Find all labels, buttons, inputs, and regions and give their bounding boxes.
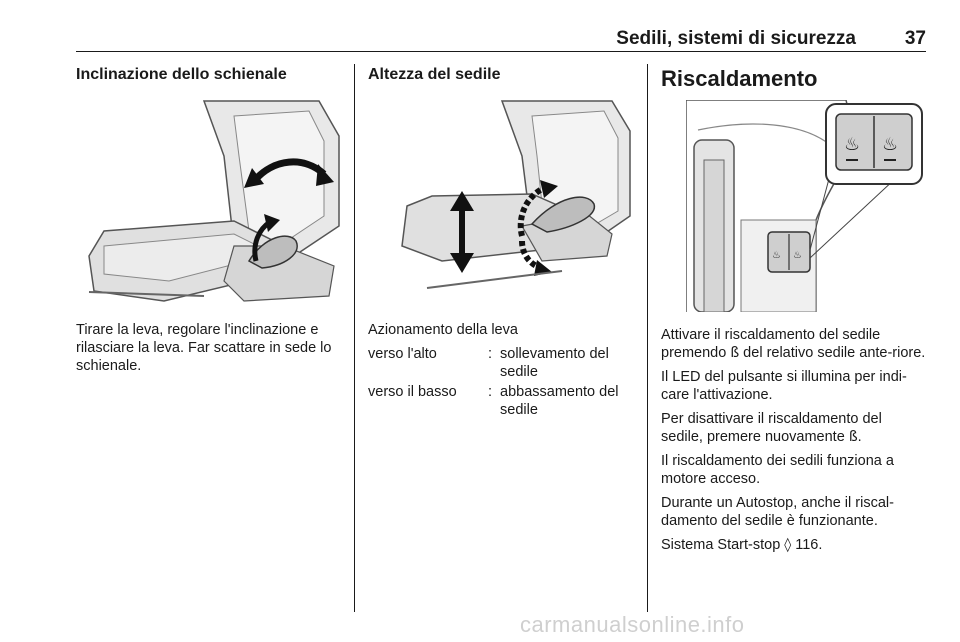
seat-height-figure	[372, 96, 632, 306]
svg-text:♨: ♨	[882, 134, 899, 155]
watermark: carmanualsonline.info	[520, 612, 745, 637]
header-rule	[76, 51, 926, 52]
backrest-instructions	[76, 321, 344, 381]
heating-p1-a: Attivare il riscaldamento del sedile premendo	[661, 327, 881, 361]
column-backrest	[76, 64, 342, 86]
spec-colon: :	[488, 384, 493, 400]
svg-text:♨: ♨	[793, 250, 802, 261]
backrest-figure	[84, 96, 340, 306]
page-number: 37	[904, 28, 926, 49]
seat-heating-icon: ß	[730, 345, 740, 361]
column-heating	[661, 64, 929, 94]
page-header	[76, 28, 926, 52]
section-title-heating: Riscaldamento	[661, 66, 818, 91]
heating-text	[661, 326, 927, 560]
spec-colon: :	[488, 346, 493, 362]
spec-key: verso l'alto	[368, 346, 437, 362]
heating-paragraph-5: Durante un Autostop, anche il riscal-damento del sedile è funzionante.	[661, 495, 894, 529]
column-divider-2	[647, 64, 648, 612]
lever-caption-block	[368, 321, 636, 345]
page-reference-icon: ◊	[784, 537, 792, 553]
seat-heating-buttons-illustration	[686, 100, 924, 312]
seat-recline-illustration	[84, 96, 340, 306]
seat-height-illustration	[372, 96, 632, 306]
seat-heating-icon: ß	[848, 429, 858, 445]
page-reference-link[interactable]: 116.	[791, 537, 823, 553]
lever-caption: Azionamento della leva	[368, 322, 518, 338]
heating-paragraph-4: Il riscaldamento dei sedili funziona a motore acceso.	[661, 453, 894, 487]
heating-p6-a: Sistema Start-stop	[661, 537, 785, 553]
backrest-body: Tirare la leva, regolare l'inclinazione e rilasciare la leva. Far scattare in sede lo schienale.	[76, 322, 332, 374]
column-seat-height	[368, 64, 634, 86]
heating-paragraph-3	[661, 410, 927, 446]
heating-p3-a: Per disattivare il riscaldamento del sedile, premere nuovamente	[661, 411, 882, 445]
heating-paragraph-2: Il LED del pulsante si illumina per indi-care l'attivazione.	[661, 369, 907, 403]
heating-paragraph-6[interactable]	[661, 536, 927, 554]
svg-text:♨: ♨	[844, 134, 861, 155]
heating-p1-b: del relativo sedile ante-riore.	[739, 345, 926, 361]
heating-figure	[686, 100, 924, 312]
section-title-backrest: Inclinazione dello schienale	[76, 66, 287, 83]
spec-value: sollevamento del sedile	[500, 346, 609, 380]
column-divider-1	[354, 64, 355, 612]
spec-row	[368, 383, 636, 419]
running-title: Sedili, sistemi di sicurezza	[616, 28, 856, 49]
heating-paragraph-1	[661, 326, 927, 362]
section-title-seat-height: Altezza del sedile	[368, 66, 501, 83]
svg-text:♨: ♨	[772, 250, 781, 261]
lever-spec-table	[368, 345, 636, 421]
spec-value: abbassamento del sedile	[500, 384, 619, 418]
spec-row	[368, 345, 636, 381]
spec-key: verso il basso	[368, 384, 457, 400]
heating-p3-b: .	[857, 429, 862, 445]
